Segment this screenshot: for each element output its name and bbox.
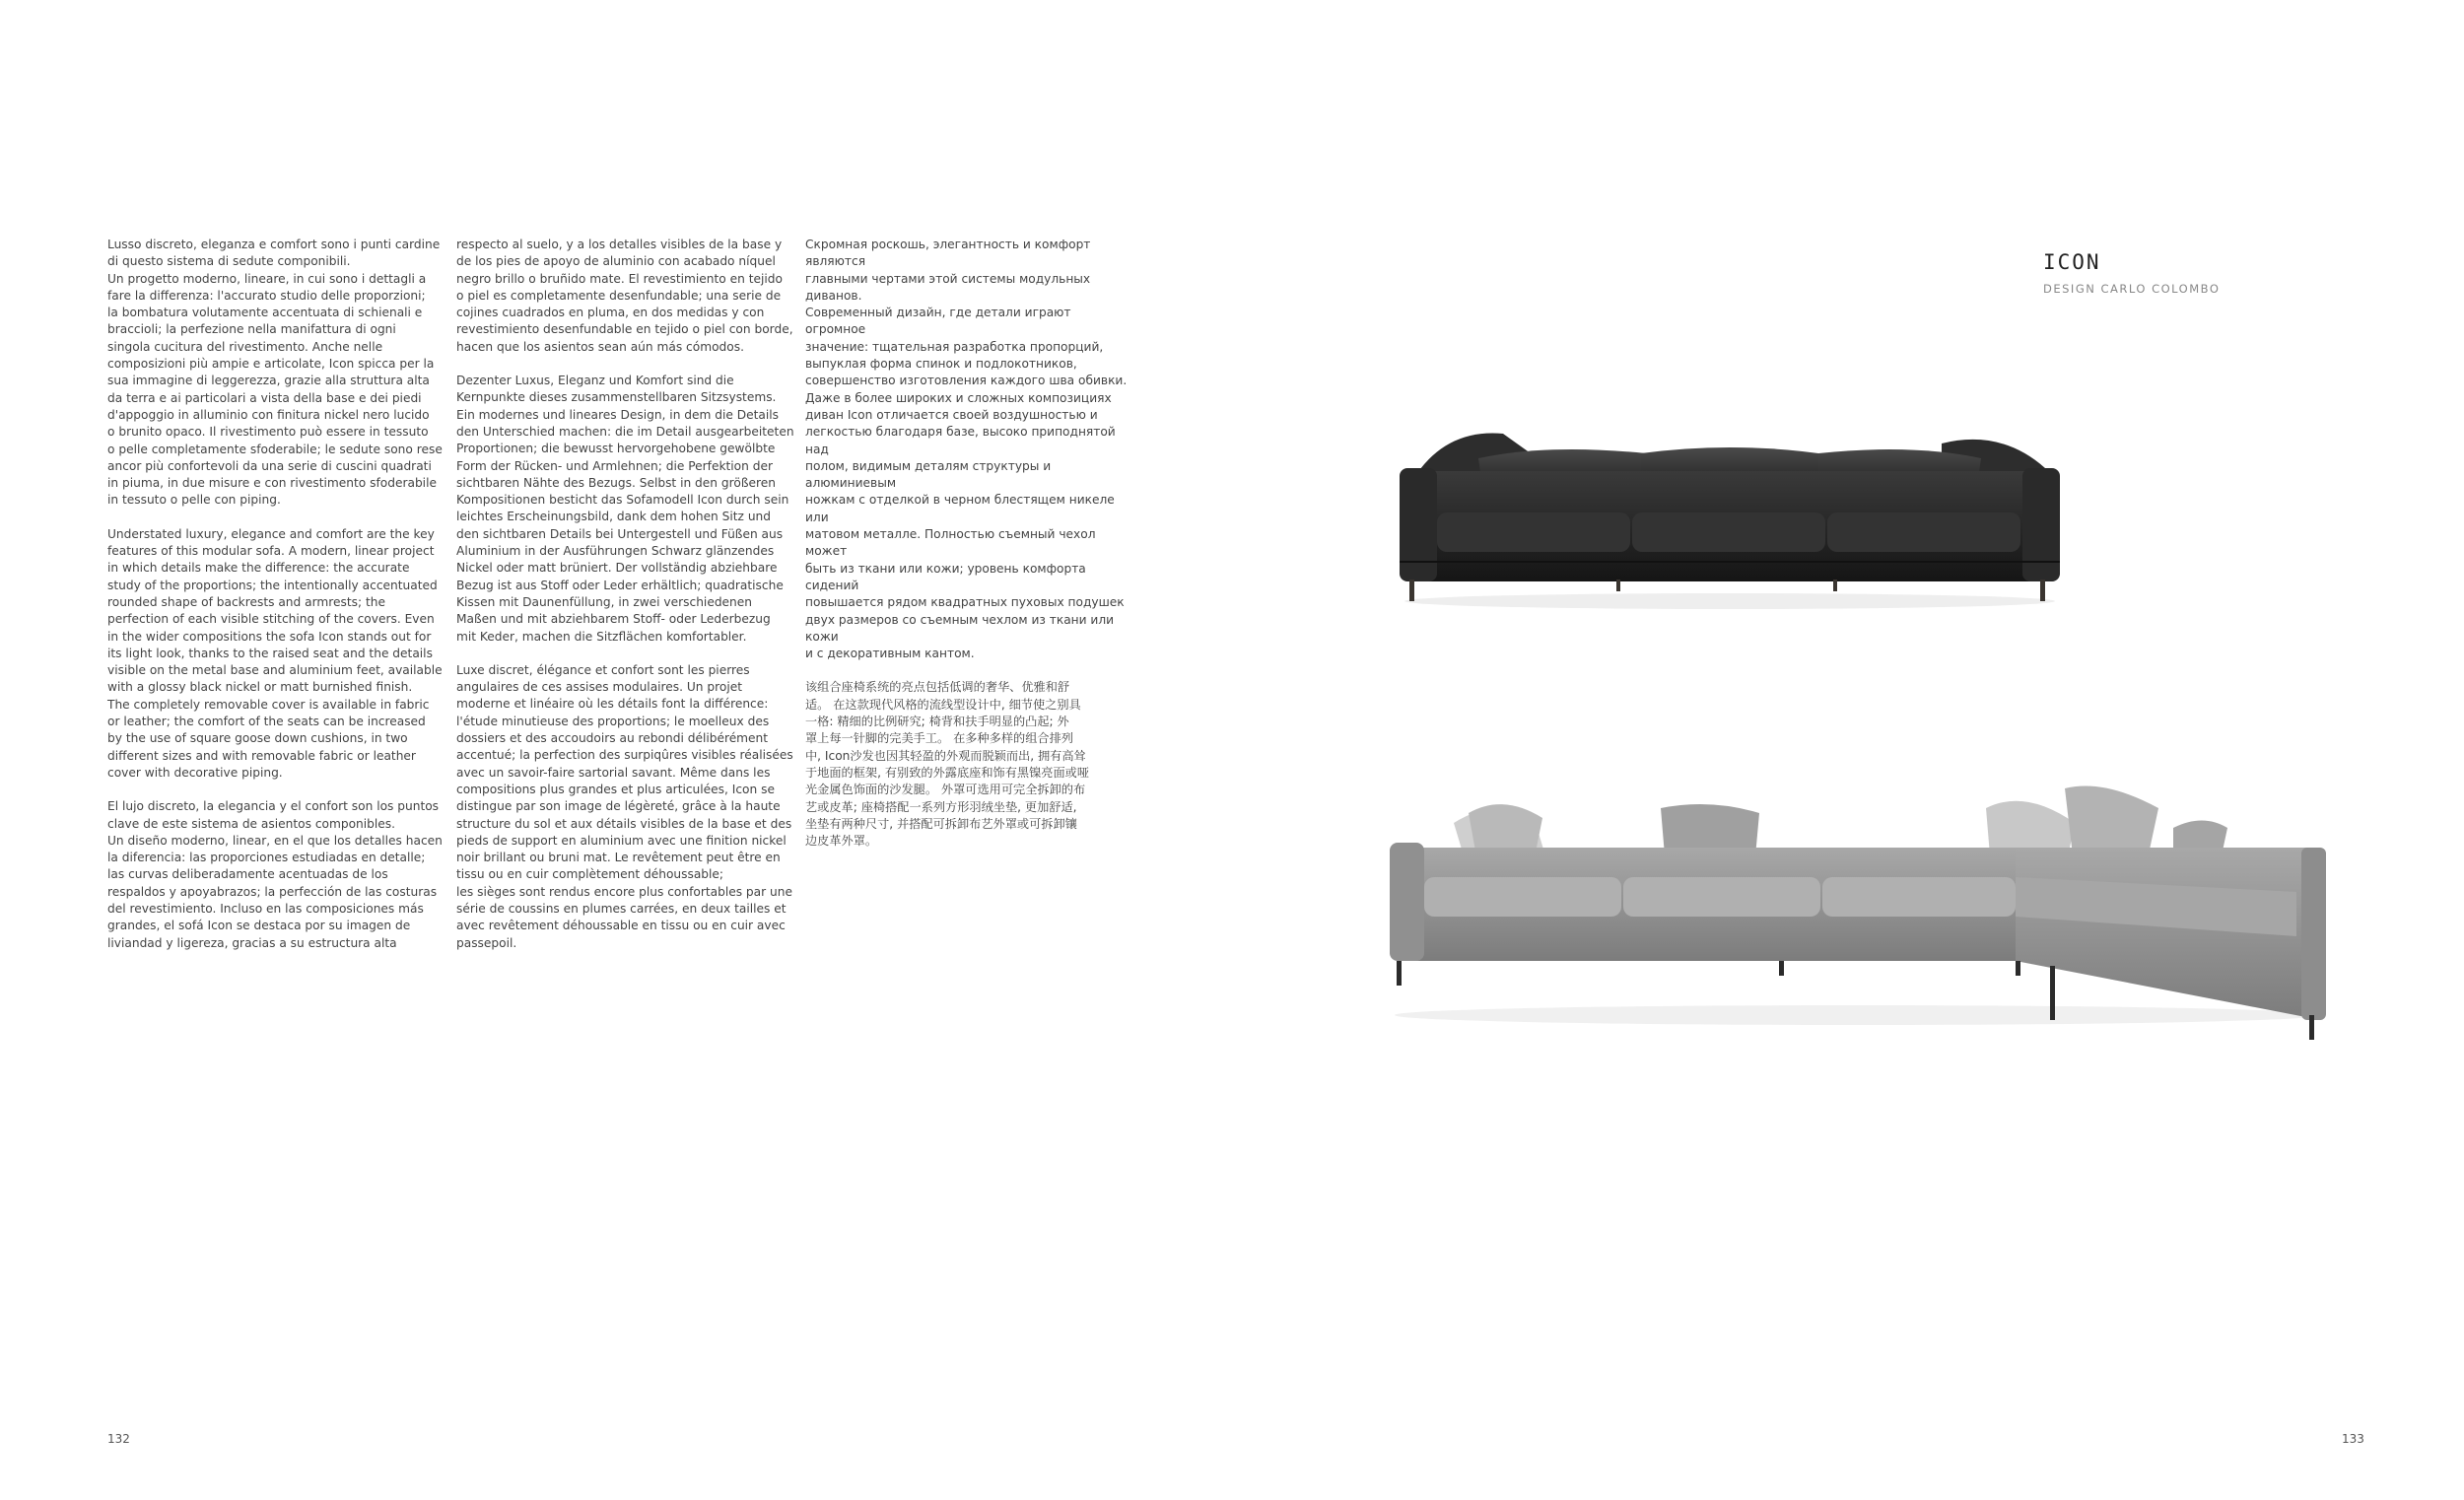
paragraph-italian: Lusso discreto, eleganza e comfort sono i punti cardine di questo sistema di sedute componibili. Un progetto moderno, lineare, in cui sono i dettagli a fare la differenza: l'accurato studio delle proporzioni; la bombatura volutamente accentuata di schienali e braccioli; la perfezione nella manifattura di ogni singola cucitura del rivestimento. Anche nelle composizioni più ampie e articolate, Icon spicca per la sua immagine di leggerezza, grazie alla struttura alta da terra e ai particolari a vista della base e dei piedi d'appoggio in alluminio con finitura nickel nero lucido o brunito opaco. Il rivestimento può essere in tessuto o pelle completamente sfoderabile; le sedute sono rese ancor più confortevoli da una serie di cuscini quadrati in piuma, in due misure e con rivestimento sfoderabile in tessuto o pelle con piping. (107, 238, 443, 508)
paragraph-french: Luxe discret, élégance et confort sont les pierres angulaires de ces assises modulaires. Un projet moderne et linéaire où les détails font la différence: l'étude minutieuse des proportions; le moelleux des dossiers et des accoudoirs au rebondi délibérément accentué; la perfection des surpiqûres visibles réalisées avec un savoir-faire sartorial savant. Même dans les compositions plus grandes et plus articulées, Icon se distingue par son image de légèreté, grâce à la haute structure du sol et aux détails visibles de la base et des pieds de support en aluminium avec une finition nickel noir brillant ou bruni mat. Le revêtement peut être en tissu ou en cuir complètement déhoussable; les sièges sont rendus encore plus confortables par une série de coussins en plumes carrées, en deux tailles et avec revêtement déhoussable en tissu ou en cuir avec passepoil. (456, 662, 793, 950)
paragraph-chinese: 该组合座椅系统的亮点包括低调的奢华、优雅和舒 适。 在这款现代风格的流线型设计中, 细节使之别具 一格: 精细的比例研究; 椅背和扶手明显的凸起; 外 罩上每一针脚的完美手工。 在多种多样的组合排列 中, Icon沙发也因其轻盈的外观而脱颖而出, 拥有高耸 于地面的框架, 有别致的外露底座和饰有黑镍亮面或哑 光金属色饰面的沙发腿。 外罩可选用可完全拆卸的布 艺或皮革; 座椅搭配一系列方形羽绒坐垫, 更加舒适, 坐垫有两种尺寸, 并搭配可拆卸布艺外罩或可拆卸镶 边皮革外罩。 (805, 680, 1090, 849)
paragraph-german: Dezenter Luxus, Eleganz und Komfort sind die Kernpunkte dieses zusammenstellbaren Sitzsystems. Ein modernes und lineares Design, in dem die Details den Unterschied machen: die im Detail ausgearbeiteten Proportionen; die bewusst hervorgehobene gewölbte Form der Rücken- und Armlehnen; die Perfektion der sichtbaren Nähte des Bezugs. Selbst in den größeren Kompositionen besticht das Sofamodell Icon durch sein leichtes Erscheinungsbild, dank dem hohen Sitz und den sichtbaren Details bei Untergestell und Füßen aus Aluminium in der Ausführungen Schwarz glänzendes Nickel oder matt brüniert. Der vollständig abziehbare Bezug ist aus Stoff oder Leder erhältlich; quadratische Kissen mit Daunenfüllung, in zwei verschiedenen Maßen und mit abziehbarem Stoff- oder Lederbezug mit Keder, machen die Sitzflächen komfortabler. (456, 374, 794, 644)
page-number-right: 133 (2342, 1432, 2364, 1446)
product-title: ICON (2043, 250, 2101, 274)
sofa-grey-corner-photo (1385, 769, 2331, 1064)
text-column-2 (456, 237, 821, 969)
paragraph-russian: Скромная роскошь, элегантность и комфорт являются главными чертами этой системы модульных диванов. Современный дизайн, где детали играют огромное значение: тщательная разработка пропорций, выпуклая форма спинок и подлокотников, совершенство изготовления каждого шва обивки. Даже в более широких и сложных композициях диван Icon отличается своей воздушностью и легкостью благодаря базе, высоко приподнятой над полом, видимым деталям структуры и алюминиевым ножкам с отделкой в черном блестящем никеле или матовом металле. Полностью съемный чехол может быть из ткани или кожи; уровень комфорта сидений повышается рядом квадратных пуховых подушек двух размеров со съемным чехлом из ткани или кожи и с декоративным кантом. (805, 238, 1128, 661)
text-column-3 (805, 237, 1130, 866)
designer-credit: DESIGN CARLO COLOMBO (2043, 282, 2221, 296)
text-column-1 (107, 237, 472, 969)
page-number-left: 132 (107, 1432, 130, 1446)
paragraph-english: Understated luxury, elegance and comfort are the key features of this modular sofa. A modern, linear project in which details make the difference: the accurate study of the proportions; the intentionally accentuated rounded shape of backrests and armrests; the perfection of each visible stitching of the covers. Even in the wider compositions the sofa Icon stands out for its light look, thanks to the raised seat and the details visible on the metal base and aluminium feet, available with a glossy black nickel or matt burnished finish. The completely removable cover is available in fabric or leather; the comfort of the seats can be increased by the use of square goose down cushions, in two different sizes and with removable fabric or leather cover with decorative piping. (107, 526, 443, 780)
paragraph-spanish-end: respecto al suelo, y a los detalles visibles de la base y de los pies de apoyo de aluminio con acabado níquel negro brillo o bruñido mate. El revestimiento en tejido o piel es completamente desenfundable; una serie de cojines cuadrados en pluma, en dos medidas y con revestimiento desenfundable en tejido o piel con borde, hacen que los asientos sean aún más cómodos. (456, 238, 793, 354)
sofa-black-leather-photo (1390, 414, 2070, 626)
paragraph-spanish-start: El lujo discreto, la elegancia y el confort son los puntos clave de este sistema de asientos componibles. Un diseño moderno, linear, en el que los detalles hacen la diferencia: las proporciones estudiadas en detalle; las curvas deliberadamente acentuadas de los respaldos y apoyabrazos; la perfección de las costuras del revestimiento. Incluso en las composiciones más grandes, el sofá Icon se destaca por su imagen de liviandad y ligereza, gracias a su estructura alta (107, 799, 443, 950)
